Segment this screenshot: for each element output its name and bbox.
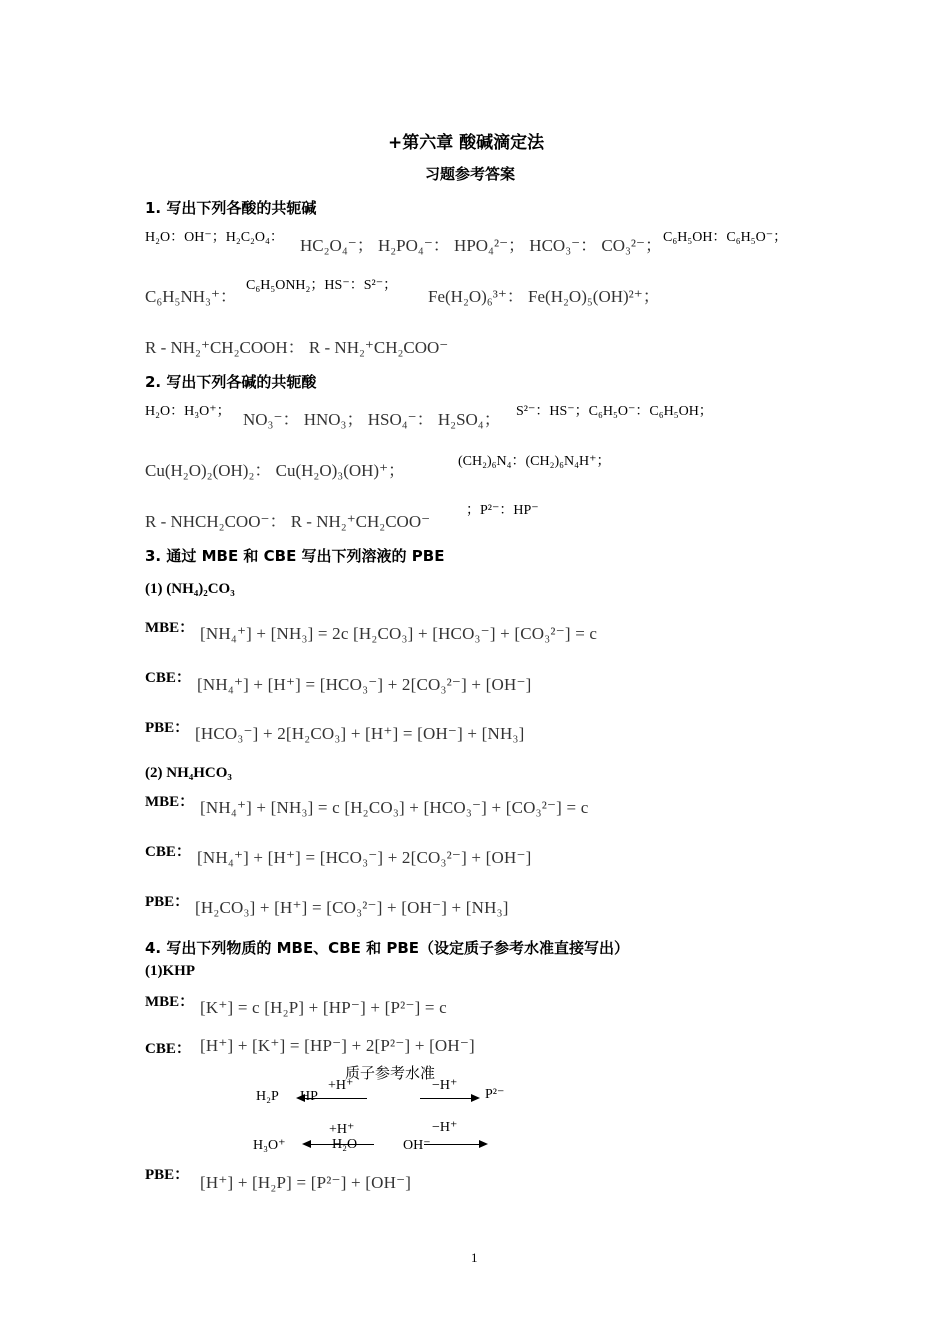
chapter-title: +第六章 酸碱滴定法 [388, 133, 545, 153]
q3-part1-mbe-label: MBE： [145, 620, 195, 636]
q3-part2-mbe: [NH₄⁺] + [NH₃] = c [H₂CO₃] + [HCO₃⁻] + [CO₃²⁻] = c [200, 798, 589, 817]
q1-line1-text: H₂O：OH⁻；H₂C₂O₄： [145, 230, 284, 245]
q1-line2-text: C₆H₅ONH₂；HS⁻：S²⁻； [246, 278, 398, 293]
q3-part2-cbe-label: CBE： [145, 844, 191, 860]
q3-part1-pbe-label: PBE： [145, 720, 190, 736]
q3-part1-pbe: [HCO₃⁻] + 2[H₂CO₃] + [H⁺] = [OH⁻] + [NH₃] [195, 724, 525, 743]
diagram-line-1 [305, 1098, 367, 1099]
diagram-arrow-right-1-icon [471, 1094, 480, 1102]
q4-part1-pbe-label: PBE： [145, 1167, 190, 1183]
q1-line2-anilinium: C₆H₅NH₃⁺： [145, 287, 237, 306]
diagram-minus-h-1: −H⁺ [432, 1078, 458, 1093]
q4-part1-cbe: [H⁺] + [K⁺] = [HP⁻] + 2[P²⁻] + [OH⁻] [200, 1036, 475, 1055]
q2-line1-text: H₂O：H₃O⁺； [145, 404, 231, 419]
q3-part1-mbe: [NH₄⁺] + [NH₃] = 2c [H₂CO₃] + [HCO₃⁻] + [CO₃²⁻] = c [200, 624, 598, 643]
diagram-line-4 [424, 1144, 480, 1145]
q2-line1-tail: S²⁻：HS⁻；C₆H₅O⁻：C₆H₅OH； [516, 404, 713, 419]
diagram-p2: P²⁻ [485, 1087, 505, 1102]
page-number: 1 [471, 1250, 478, 1265]
q1-line2-iron: Fe(H₂O)₆³⁺： Fe(H₂O)₅(OH)²⁺； [428, 287, 660, 306]
diagram-plus-h-2: +H⁺ [329, 1122, 355, 1137]
q4-part1-mbe-label: MBE： [145, 994, 195, 1010]
subtitle: 习题参考答案 [425, 165, 516, 183]
diagram-line-2 [420, 1098, 472, 1099]
diagram-minus-h-2: −H⁺ [432, 1120, 458, 1135]
q1-heading: 1. 写出下列各酸的共轭碱 [145, 199, 317, 217]
q3-part1-cbe-label: CBE： [145, 670, 191, 686]
q4-part1-mbe: [K⁺] = c [H₂P] + [HP⁻] + [P²⁻] = c [200, 998, 447, 1017]
q3-part1-cbe: [NH₄⁺] + [H⁺] = [HCO₃⁻] + 2[CO₃²⁻] + [OH⁻] [197, 675, 532, 694]
q1-line1-phenol: C₆H₅OH：C₆H₅O⁻； [663, 230, 788, 245]
diagram-h3o: H₃O⁺ [253, 1138, 286, 1153]
q1-line3-amino: R - NH₂⁺CH₂COOH： R - NH₂⁺CH₂COO⁻ [145, 338, 449, 357]
q2-heading: 2. 写出下列各碱的共轭酸 [145, 373, 317, 391]
q3-part2-cbe: [NH₄⁺] + [H⁺] = [HCO₃⁻] + 2[CO₃²⁻] + [OH⁻] [197, 848, 532, 867]
q2-line2-copper: Cu(H₂O)₂(OH)₂： Cu(H₂O)₃(OH)⁺； [145, 461, 406, 480]
diagram-arrow-right-2-icon [479, 1140, 488, 1148]
q3-part2-label: (2) NH₄HCO₃ [145, 765, 232, 781]
q4-part1-label: (1)KHP [145, 963, 195, 979]
diagram-hp: HP [300, 1089, 318, 1104]
diagram-h2o: H₂O [332, 1137, 358, 1152]
q3-heading: 3. 通过 MBE 和 CBE 写出下列溶液的 PBE [145, 547, 445, 565]
diagram-plus-h-1: +H⁺ [328, 1078, 354, 1093]
q3-part2-pbe: [H₂CO₃] + [H⁺] = [CO₃²⁻] + [OH⁻] + [NH₃] [195, 898, 509, 917]
q3-part1-label: (1) (NH₄)₂CO₃ [145, 581, 235, 597]
q2-line3-tail: ；P²⁻：HP⁻ [466, 503, 539, 518]
q2-line3-amino: R - NHCH₂COO⁻： R - NH₂⁺CH₂COO⁻ [145, 512, 431, 531]
q2-line2-text: (CH₂)₆N₄：(CH₂)₆N₄H⁺； [458, 454, 611, 469]
q1-line1-formulas: HC₂O₄⁻； H₂PO₄⁻： HPO₄²⁻； HCO₃⁻： CO₃²⁻； [300, 236, 662, 255]
q4-part1-cbe-label: CBE： [145, 1041, 191, 1057]
q3-part2-mbe-label: MBE： [145, 794, 195, 810]
q3-part2-pbe-label: PBE： [145, 894, 190, 910]
q4-part1-pbe: [H⁺] + [H₂P] = [P²⁻] + [OH⁻] [200, 1173, 412, 1192]
q4-heading: 4. 写出下列物质的 MBE、CBE 和 PBE（设定质子参考水准直接写出） [145, 939, 629, 957]
q2-line1-formulas: NO₃⁻： HNO₃； HSO₄⁻： H₂SO₄； [243, 410, 501, 429]
diagram-oh: OH⁻ [403, 1138, 431, 1153]
diagram-h2p: H₂P [256, 1089, 279, 1104]
proton-reference-title: 质子参考水准 [345, 1064, 436, 1082]
